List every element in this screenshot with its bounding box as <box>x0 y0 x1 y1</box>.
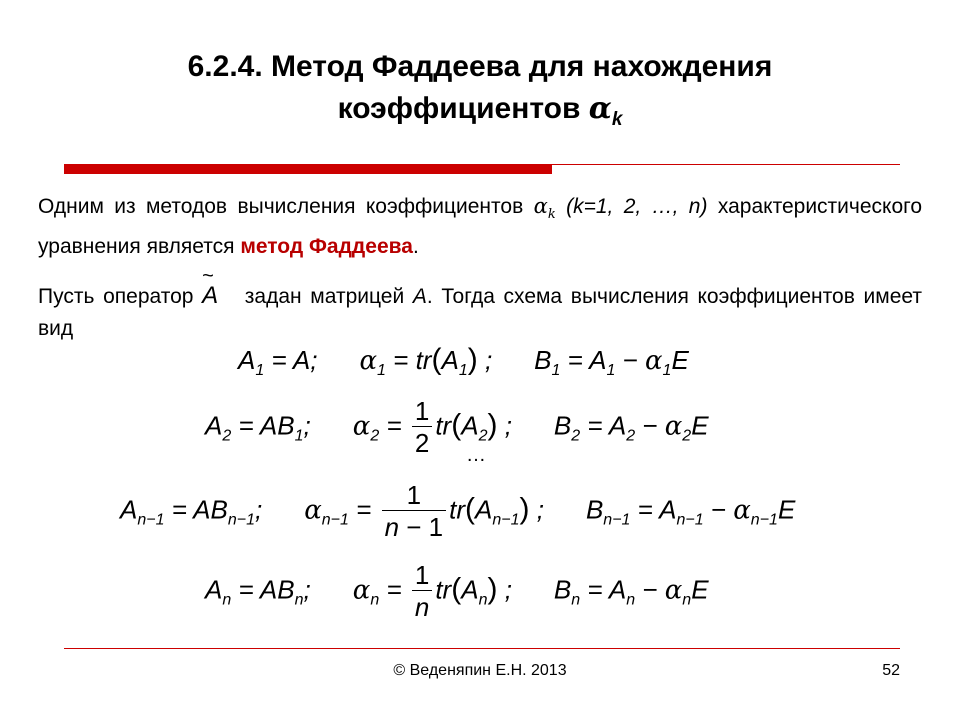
intro-text-end: . <box>412 235 419 259</box>
fraction-one-over-n: $\frac{1}{n}$ <box>412 560 432 623</box>
title-accent-bar <box>64 164 552 174</box>
operator-text-2: задан матрицей <box>244 285 405 308</box>
matrix-letter: A <box>412 285 427 308</box>
footer-copyright: © Веденяпин Е.Н. 2013 <box>393 662 567 679</box>
title-line-1: 6.2.4. Метод Фаддеева для нахождения <box>187 50 773 83</box>
title-line-2 <box>60 88 900 141</box>
fraction-one-half: $\frac{1}{2}$ <box>412 396 432 459</box>
intro-range: (k=1, 2, …, n) <box>566 195 708 218</box>
title-alpha-subscript: k <box>611 109 623 130</box>
intro-paragraph <box>38 190 922 263</box>
operator-text-3: . Тогда схема вычисления коэффициентов имеет вид <box>38 285 922 340</box>
title-alpha-symbol: α <box>588 91 612 126</box>
page-number: 52 <box>882 662 900 679</box>
footer-divider-line <box>64 648 900 649</box>
formula-step-n-minus-1: $A_{n-1} = AB_{n-1}$; $\alpha_{n-1}$ = $\frac{1}{n - 1}$ $tr(A_{n-1})$ ; $B_{n-1} = A_{n-1} - \alpha_{n-1}E$ <box>120 480 796 542</box>
operator-a-tilde: ~ A <box>202 265 219 309</box>
title-line-2-text: коэффициентов <box>337 92 581 125</box>
formula-step-2: $A_2 = AB_1$; $\alpha_2$ = $\frac{1}{2}$ $tr(A_2)$ ; $B_2 = A_2 - \alpha_2E$ <box>205 396 709 458</box>
operator-text-1: Пусть оператор <box>38 285 194 308</box>
formula-ellipsis: … <box>466 444 486 466</box>
operator-paragraph <box>38 265 922 345</box>
slide-title <box>60 46 900 141</box>
formula-step-n: $A_n = AB_n$; $\alpha_n$ = $\frac{1}{n}$ $tr(A_n)$ ; $B_n = A_n - \alpha_nE$ <box>205 560 709 622</box>
faddeev-method-highlight: метод Фаддеева <box>240 235 413 259</box>
intro-alpha-symbol: $\alpha_k$ <box>533 194 556 223</box>
fraction-one-over-n-minus-1: $\frac{1}{n - 1}$ <box>382 480 447 543</box>
intro-text-1: Одним из методов вычисления коэффициентов <box>38 195 524 218</box>
intro-text-2: характеристического уравнения является <box>38 195 923 259</box>
formula-step-1: $A_1 = A$; $\alpha_1 = tr(A_1)$ ; $B_1 = A_1 - \alpha_1E$ <box>238 343 689 380</box>
